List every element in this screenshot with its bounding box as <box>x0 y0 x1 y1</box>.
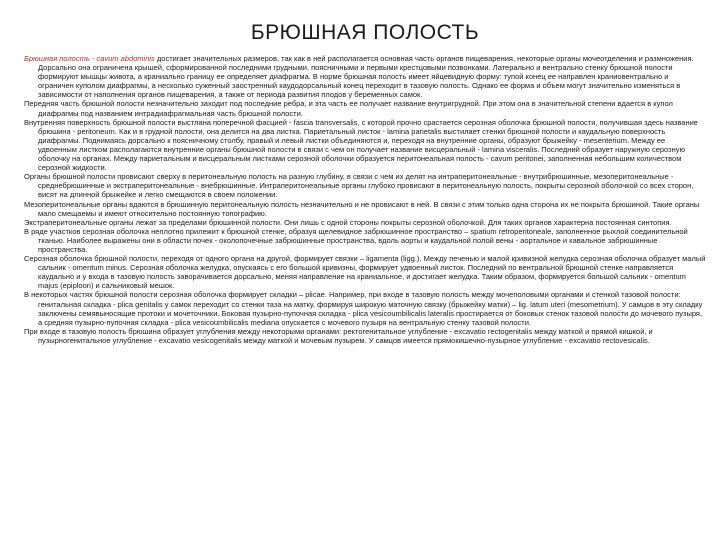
paragraph <box>24 99 706 117</box>
paragraph-text: При входе в тазовую полость брюшина образует углубления между некоторыми органами: ректогенитальное углубление - excavatio rectogenitalis между маткой и прямой кишкой, и пузырногенитальное углубление - excavatio vesicogenitalis между маткой и мочевым пузырем. У самцов имеется прямокишечно-пузырное углубление - excavatio rectovesicalis. <box>24 326 653 345</box>
text-body <box>24 54 706 345</box>
paragraph-text: Передняя часть брюшной полости незначительно заходит под последние ребра, и эта часть ее получает название внутригрудной. При этом она в значительной степени вдается в купол диафрагмы под названием интрадиафрагмальная часть брюшной полости. <box>24 99 673 118</box>
term-lead: Брюшная полость - cavum abdominis <box>24 54 155 63</box>
paragraph-text: достигает значительных размеров, так как в ней располагается основная часть органов пищеварения, некоторые органы мочеотделения и размножения. Дорсально она ограничена крышей, сформированной последними грудными, поясничными и первыми крестцовыми позвонками. Латерально и вентрально стенку брюшной полости формируют мышцы живота, а краниально границу ее определяет диафрагма. В норме брюшная полость имеет яйцевидную форму: тупой конец ее направлен краниовентрально и ограничен куполом диафрагмы, а несколько суженный заостренный каудодорсальный конец переходит в тазовую полость. Однако ее форма и объем могут значительно изменяться в зависимости от наполнения органов пищеварения, а также от периода развития плодов у беременных самок. <box>38 54 694 100</box>
paragraph <box>24 327 706 345</box>
paragraph <box>24 227 706 254</box>
paragraph-text: Серозная оболочка брюшной полости, переходя от одного органа на другой, формирует связки – ligamenta (ligg.). Между печенью и малой кривизной желудка серозная оболочка образует малый сальник - omentum minus. Серозная оболочка желудка, опускаясь с его большой кривизны, формирует удвоенный листок. Последний по вентральной брюшной стенке направляется каудально и у входа в тазовую полость заворачивается дорсально, меняя направление на краниальное, и достигает желудка. Таким образом, формируется большой сальник - omentum majus (epiploon) и сальниковый мешок. <box>24 254 706 291</box>
paragraph <box>24 254 706 290</box>
page-title: БРЮШНАЯ ПОЛОСТЬ <box>250 21 480 44</box>
paragraph-text: Экстраперитонеальные органы лежат за пределами брюшинной полости. Они лишь с одной стороны покрыты серозной оболочкой. Для таких органов характерна постоянная синтопия. <box>24 217 672 227</box>
paragraph-text: В ряде участков серозная оболочка неплотно прилежит к брюшной стенке, образуя щелевидное забрюшинное пространство – spatium retroperitoneale, заполненное рыхлой соединительной тканью. Наиболее выражены они в области почек - околопочечные забрюшинные пространства, вдоль аорты и каудальной полой вены - аортальное и кавальное забрюшинные пространства. <box>24 226 688 254</box>
paragraph <box>24 172 706 199</box>
paragraph <box>24 200 706 218</box>
paragraph <box>24 218 706 227</box>
paragraph-text: Мезоперитонеальные органы вдаются в брюшинную перитонеальную полость незначительно и не провисают в ней. В связи с этим только одна сторона их не покрыта брюшиной. Такие органы мало смещаемы и имеют относительно постоянную топографию. <box>24 199 700 218</box>
paragraph <box>24 118 706 173</box>
paragraph <box>24 54 706 99</box>
paragraph-text: В некоторых частях брюшной полости серозная оболочка формирует складки – plicae. Например, при входе в тазовую полость между мочеполовыми органами и стенкой тазовой полости: генитальная складка - plica genitalis у самок переходит со стенки таза на матку, формируя широкую маточную связку (брыжейку матки) – lig. latum uteri (mesometrium). У самцов в эту складку заключены семявыносящие протоки и мочеточники. Боковая пузырно-пупочная складка - plica vesicoumbilicalis lateralis простирается от боковых стенок тазовой полости до мочевого пузыря, а средняя пузырно-пупочная складка - plica vesicoumbilicalis mediana опускается с мочевого пузыря на вентральную стенку тазовой полости. <box>24 290 703 327</box>
paragraph-text: Органы брюшной полости провисают сверху в перитонеальную полость на разную глубину, в связи с чем их делят на интраперитонеальные - внутрибрюшинные, мезоперитонеальные - среднебрюшинные и экстраперитонеальные - внебрюшинные. Интраперитонеальные органы глубоко провисают в перитонеальную полость, покрыты серозной оболочкой со всех сторон, висят на длинной брыжейке и легко смещаются в своем положении. <box>24 172 694 200</box>
paragraph-text: Внутренняя поверхность брюшной полости выстлана поперечной фасцией - fascia transversalis, с которой прочно срастается серозная оболочка брюшной полости, получившая здесь название брюшина - peritoneum. Как и в грудной полости, она делится на два листка. Париетальный листок - lamina parietalis выстилает стенки брюшной полости и каудальную поверхность диафрагмы. Поднимаясь дорсально к поясничному столбу, правый и левый листки объединяются и, переходя на внутренние органы, образуют брыжейку - mesenterium. Между ее удвоенным листком располагаются внутренние органы брюшной полости в связи с чем он получает название висцеральный - lamina visceralis. Последний образует наружную серозную оболочку на органах. Между париетальным и висцеральным листками серозной оболочки образуется перитонеальная полость - cavum peritonei, заполненная небольшим количеством серозной жидкости. <box>24 117 698 173</box>
paragraph <box>24 290 706 326</box>
